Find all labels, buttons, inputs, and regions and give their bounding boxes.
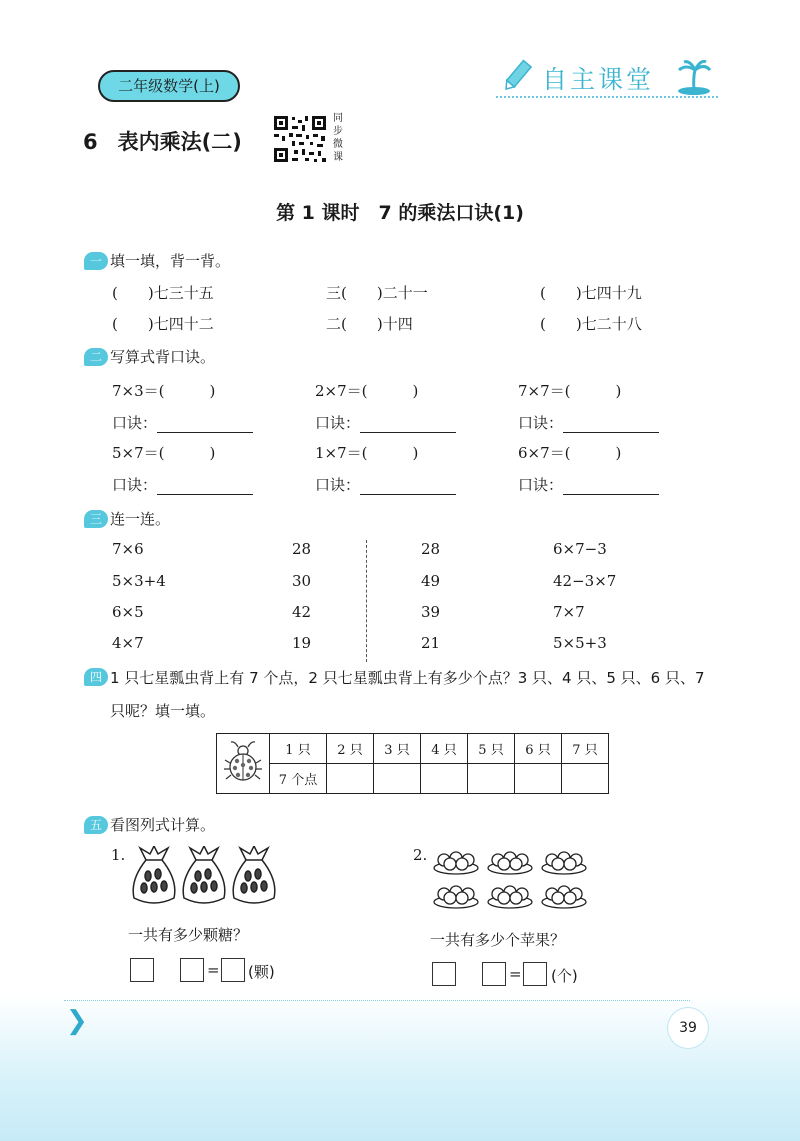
- problem-1-question: 一共有多少颗糖？: [128, 926, 249, 944]
- lesson-title: 第 1 课时 7 的乘法口诀(1): [276, 202, 524, 224]
- equation-6[interactable]: 6×7＝( ): [518, 444, 622, 462]
- match-left-val[interactable]: 42: [292, 603, 312, 621]
- table-answer-cell[interactable]: [468, 764, 515, 794]
- match-left-val[interactable]: 28: [292, 540, 312, 558]
- unit-label: (颗): [248, 963, 275, 981]
- answer-box[interactable]: [482, 962, 506, 986]
- equals-sign: =: [207, 961, 220, 979]
- match-right-expr[interactable]: 6×7−3: [553, 540, 607, 558]
- answer-box[interactable]: [432, 962, 456, 986]
- table-header-cell: 6 只: [515, 734, 562, 764]
- equation-4[interactable]: 5×7＝( ): [112, 444, 216, 462]
- match-right-expr[interactable]: 5×5+3: [553, 634, 607, 652]
- ladybug-icon: [217, 734, 270, 794]
- header-divider: [496, 96, 718, 98]
- koujue-line[interactable]: 口诀：: [112, 412, 253, 433]
- problem-2-question: 一共有多少个苹果？: [430, 931, 566, 949]
- table-answer-cell[interactable]: [421, 764, 468, 794]
- unit-label: (个): [551, 967, 578, 985]
- match-left-expr[interactable]: 6×5: [112, 603, 144, 621]
- equals-sign: =: [509, 965, 522, 983]
- qr-label: 同步微课: [333, 113, 343, 163]
- fill-item-4[interactable]: ( )七四十二: [112, 315, 214, 333]
- table-header-cell: 2 只: [327, 734, 374, 764]
- fill-item-1[interactable]: ( )七三十五: [112, 284, 214, 302]
- table-header-cell: 5 只: [468, 734, 515, 764]
- equation-2[interactable]: 2×7＝( ): [315, 382, 419, 400]
- section-title: 看图列式计算。: [110, 816, 216, 834]
- match-left-val[interactable]: 19: [292, 634, 312, 652]
- match-right-val[interactable]: 49: [421, 572, 441, 590]
- brand-title: 自主课堂: [542, 65, 655, 94]
- section-5-heading: [84, 814, 215, 835]
- table-header-cell: 4 只: [421, 734, 468, 764]
- section-4-heading: [84, 668, 110, 686]
- section-badge: 三: [84, 510, 108, 528]
- section-title: 填一填，背一背。: [110, 252, 231, 270]
- palm-island-icon: [676, 58, 712, 96]
- section-3-heading: [84, 508, 170, 529]
- match-right-val[interactable]: 28: [421, 540, 441, 558]
- answer-box[interactable]: [130, 958, 154, 982]
- table-answer-cell[interactable]: [515, 764, 562, 794]
- fill-item-2[interactable]: 三( )二十一: [326, 284, 428, 302]
- chapter-heading: [83, 126, 242, 156]
- equation-1[interactable]: 7×3＝( ): [112, 382, 216, 400]
- match-left-val[interactable]: 30: [292, 572, 312, 590]
- table-cell: 7 个点: [270, 764, 327, 794]
- equation-3[interactable]: 7×7＝( ): [518, 382, 622, 400]
- section-badge: 五: [84, 816, 108, 834]
- grade-label: 二年级数学(上): [98, 70, 240, 102]
- equation-5[interactable]: 1×7＝( ): [315, 444, 419, 462]
- section-1-heading: [84, 250, 230, 271]
- chapter-title: 表内乘法(二): [117, 130, 242, 154]
- match-left-expr[interactable]: 7×6: [112, 540, 144, 558]
- ladybug-question: 1 只七星瓢虫背上有 7 个点，2 只七星瓢虫背上有多少个点？3 只、4 只、5 只、6 只、7 只呢？填一填。: [110, 669, 705, 720]
- problem-1-number: 1.: [111, 846, 126, 864]
- answer-box[interactable]: [523, 962, 547, 986]
- footer-divider: [64, 1000, 690, 1001]
- koujue-line[interactable]: 口诀：: [315, 474, 456, 495]
- chapter-number: 6: [83, 130, 98, 154]
- match-right-val[interactable]: 39: [421, 603, 441, 621]
- koujue-line[interactable]: 口诀：: [315, 412, 456, 433]
- koujue-line[interactable]: 口诀：: [518, 412, 659, 433]
- match-left-expr[interactable]: 4×7: [112, 634, 144, 652]
- section-badge: 二: [84, 348, 108, 366]
- pencil-icon: [500, 58, 534, 94]
- fill-item-6[interactable]: ( )七二十八: [540, 315, 642, 333]
- table-header-cell: 1 只: [270, 734, 327, 764]
- problem-2-number: 2.: [413, 846, 428, 864]
- match-right-val[interactable]: 21: [421, 634, 441, 652]
- match-left-expr[interactable]: 5×3+4: [112, 572, 166, 590]
- table-answer-cell[interactable]: [327, 764, 374, 794]
- page-number: 39: [668, 1008, 708, 1048]
- apple-plates-icon: [432, 846, 590, 912]
- section-title: 写算式背口诀。: [110, 348, 216, 366]
- section-2-heading: [84, 346, 215, 367]
- answer-box[interactable]: [221, 958, 245, 982]
- match-right-expr[interactable]: 7×7: [553, 603, 585, 621]
- ladybug-table: [216, 733, 609, 794]
- table-header-cell: 7 只: [562, 734, 609, 764]
- table-answer-cell[interactable]: [562, 764, 609, 794]
- koujue-line[interactable]: 口诀：: [518, 474, 659, 495]
- table-answer-cell[interactable]: [374, 764, 421, 794]
- answer-box[interactable]: [180, 958, 204, 982]
- qr-code-icon[interactable]: [272, 114, 328, 164]
- fill-item-3[interactable]: ( )七四十九: [540, 284, 642, 302]
- match-right-expr[interactable]: 42−3×7: [553, 572, 617, 590]
- section-title: 连一连。: [110, 510, 171, 528]
- table-header-cell: 3 只: [374, 734, 421, 764]
- section-badge: 一: [84, 252, 108, 270]
- koujue-line[interactable]: 口诀：: [112, 474, 253, 495]
- candy-bags-icon: [128, 846, 280, 908]
- chevron-right-icon: ❯: [66, 1006, 88, 1036]
- section-badge: 四: [84, 668, 108, 686]
- fill-item-5[interactable]: 二( )十四: [326, 315, 413, 333]
- column-divider: [366, 540, 367, 662]
